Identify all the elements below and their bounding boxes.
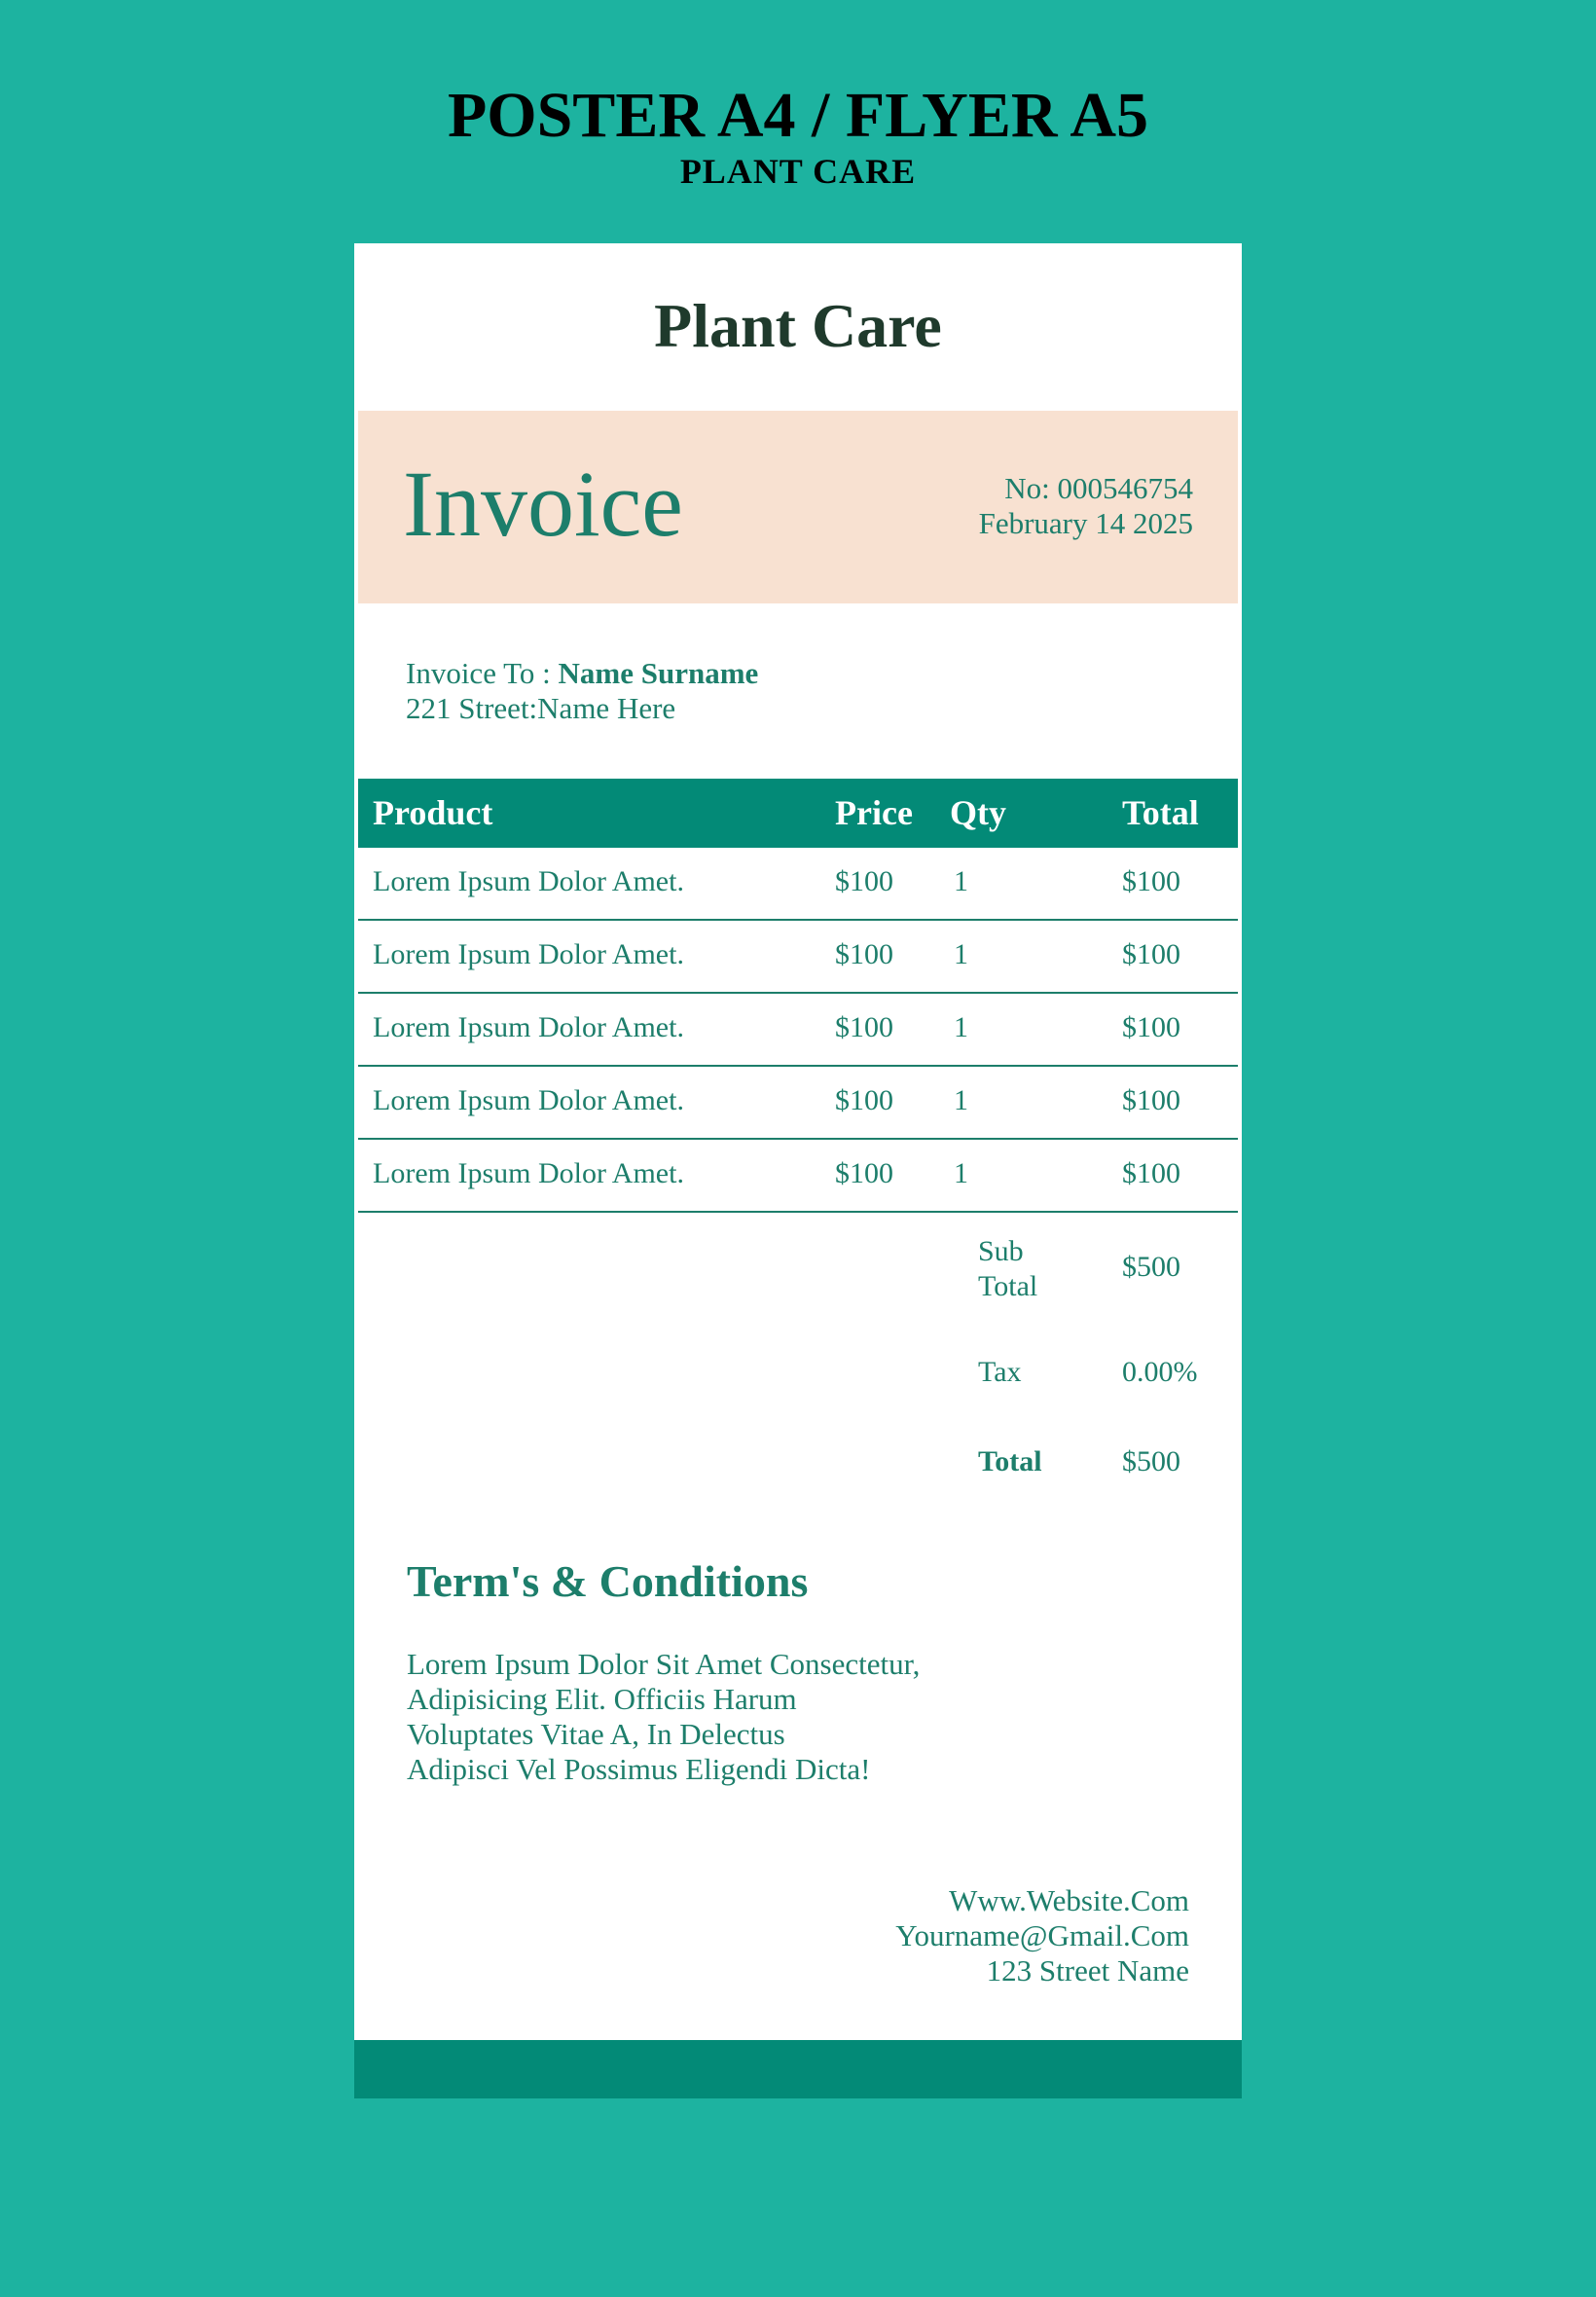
- contact-email: Yourname@Gmail.Com: [895, 1918, 1189, 1952]
- terms-line: Voluptates Vitae A, In Delectus: [407, 1717, 785, 1751]
- footer-bar: [354, 2040, 1242, 2098]
- table-row: [358, 921, 1238, 994]
- cell-price: $100: [835, 1157, 893, 1189]
- cell-product: Lorem Ipsum Dolor Amet.: [373, 865, 684, 897]
- tax-label: Tax: [978, 1356, 1022, 1388]
- table-row: [358, 848, 1238, 921]
- table-row: [358, 1067, 1238, 1140]
- cell-product: Lorem Ipsum Dolor Amet.: [373, 1011, 684, 1043]
- cell-qty: 1: [954, 865, 968, 897]
- subtotal-label-line2: Total: [978, 1270, 1038, 1302]
- cell-product: Lorem Ipsum Dolor Amet.: [373, 1157, 684, 1189]
- invoice-title: Invoice: [403, 452, 683, 556]
- terms-line: Adipisicing Elit. Officiis Harum: [407, 1682, 797, 1716]
- items-table: [358, 779, 1238, 1213]
- poster-subtitle: PLANT CARE: [679, 152, 917, 191]
- total-value: $500: [1122, 1445, 1180, 1477]
- cell-price: $100: [835, 1011, 893, 1043]
- subtotal-label-line1: Sub: [978, 1235, 1024, 1267]
- cell-qty: 1: [954, 1157, 968, 1189]
- header-total: Total: [1122, 793, 1199, 832]
- total-label: Total: [978, 1445, 1042, 1477]
- header-price: Price: [835, 793, 913, 832]
- header-product: Product: [373, 793, 493, 832]
- cell-total: $100: [1122, 938, 1180, 970]
- cell-qty: 1: [954, 1011, 968, 1043]
- cell-product: Lorem Ipsum Dolor Amet.: [373, 1084, 684, 1116]
- terms-line: Adipisci Vel Possimus Eligendi Dicta!: [407, 1752, 871, 1786]
- table-header: [358, 779, 1238, 848]
- subtotal-value: $500: [1122, 1251, 1180, 1283]
- cell-total: $100: [1122, 1157, 1180, 1189]
- cell-price: $100: [835, 938, 893, 970]
- subtotal-label: [978, 1234, 1037, 1304]
- terms-body: [407, 1647, 1010, 1787]
- cell-product: Lorem Ipsum Dolor Amet.: [373, 938, 684, 970]
- bill-to: [406, 656, 758, 726]
- cell-total: $100: [1122, 865, 1180, 897]
- poster-title: POSTER A4 / FLYER A5: [447, 80, 1149, 151]
- cell-total: $100: [1122, 1011, 1180, 1043]
- invoice-header-band: [358, 411, 1238, 603]
- cell-total: $100: [1122, 1084, 1180, 1116]
- tax-value: 0.00%: [1122, 1356, 1198, 1388]
- contact-info: [895, 1883, 1189, 1988]
- bill-to-address: 221 Street:Name Here: [406, 691, 676, 725]
- invoice-meta: [979, 471, 1193, 541]
- table-row: [358, 1140, 1238, 1213]
- cell-qty: 1: [954, 1084, 968, 1116]
- header-qty: Qty: [950, 793, 1006, 832]
- bill-to-label: Invoice To :: [406, 656, 559, 690]
- contact-address: 123 Street Name: [986, 1953, 1189, 1987]
- cell-price: $100: [835, 865, 893, 897]
- invoice-card: [354, 243, 1242, 2098]
- table-row: [358, 994, 1238, 1067]
- terms-title: Term's & Conditions: [407, 1556, 809, 1606]
- bill-to-name: Name Surname: [558, 656, 759, 690]
- cell-qty: 1: [954, 938, 968, 970]
- invoice-date: February 14 2025: [978, 506, 1193, 540]
- brand-name: Plant Care: [654, 291, 942, 360]
- terms-line: Lorem Ipsum Dolor Sit Amet Consectetur,: [407, 1647, 921, 1681]
- cell-price: $100: [835, 1084, 893, 1116]
- invoice-number: No: 000546754: [1004, 471, 1193, 505]
- contact-website: Www.Website.Com: [949, 1883, 1189, 1917]
